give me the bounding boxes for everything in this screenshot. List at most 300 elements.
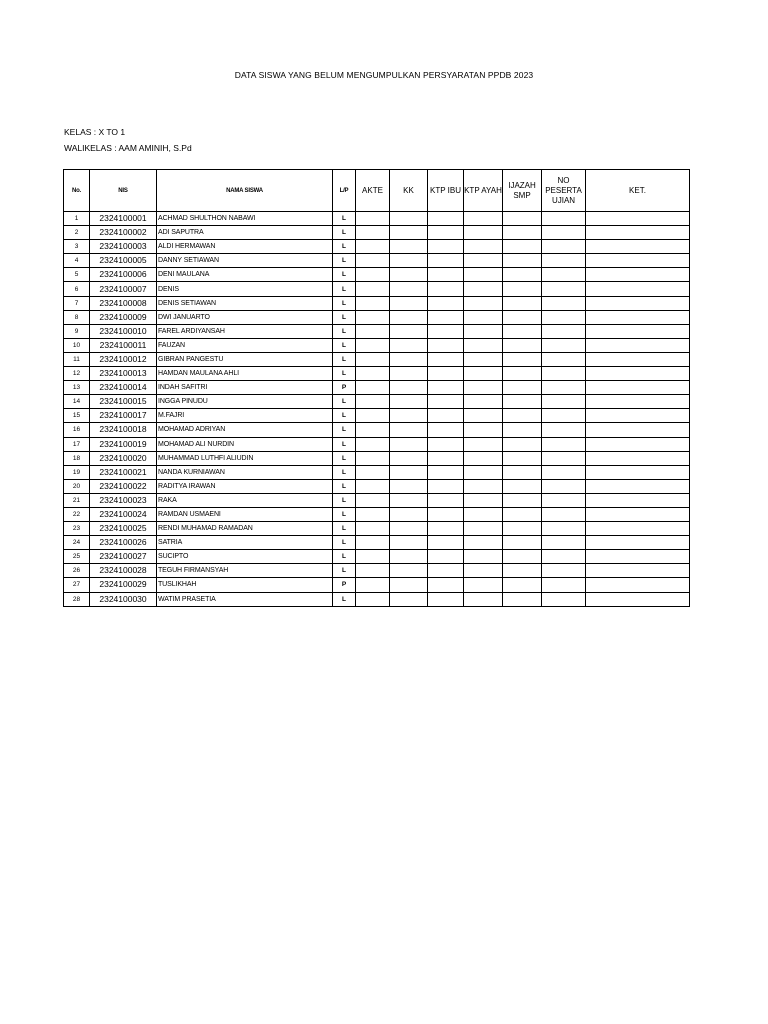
row-lp: L bbox=[333, 409, 356, 423]
header-ktp-ibu: KTP IBU bbox=[428, 170, 464, 212]
row-ktp-ibu bbox=[428, 240, 464, 254]
header-akte: AKTE bbox=[356, 170, 390, 212]
row-ijazah-smp bbox=[503, 268, 542, 282]
row-ktp-ayah bbox=[464, 522, 503, 536]
table-row bbox=[64, 578, 690, 592]
row-ijazah-smp bbox=[503, 493, 542, 507]
row-kk bbox=[390, 550, 428, 564]
row-kk bbox=[390, 395, 428, 409]
row-no: 14 bbox=[64, 395, 90, 409]
row-kk bbox=[390, 212, 428, 226]
row-kk bbox=[390, 409, 428, 423]
row-akte bbox=[356, 493, 390, 507]
row-akte bbox=[356, 507, 390, 521]
row-lp: L bbox=[333, 536, 356, 550]
row-nis: 2324100010 bbox=[90, 324, 157, 338]
row-ket bbox=[586, 465, 690, 479]
row-ijazah-smp bbox=[503, 338, 542, 352]
row-ktp-ibu bbox=[428, 451, 464, 465]
row-no: 22 bbox=[64, 507, 90, 521]
row-ijazah-smp bbox=[503, 451, 542, 465]
class-label: KELAS : X TO 1 bbox=[64, 127, 126, 137]
row-nis: 2324100024 bbox=[90, 507, 157, 521]
row-ijazah-smp bbox=[503, 282, 542, 296]
row-akte bbox=[356, 282, 390, 296]
row-ket bbox=[586, 212, 690, 226]
row-nama-siswa: HAMDAN MAULANA AHLI bbox=[157, 367, 333, 381]
row-ktp-ibu bbox=[428, 212, 464, 226]
table-row bbox=[64, 212, 690, 226]
row-kk bbox=[390, 296, 428, 310]
row-no: 1 bbox=[64, 212, 90, 226]
row-ktp-ayah bbox=[464, 240, 503, 254]
row-nis: 2324100014 bbox=[90, 381, 157, 395]
row-ktp-ayah bbox=[464, 212, 503, 226]
row-ktp-ayah bbox=[464, 423, 503, 437]
row-ijazah-smp bbox=[503, 240, 542, 254]
row-ket bbox=[586, 296, 690, 310]
row-nama-siswa: SATRIA bbox=[157, 536, 333, 550]
row-no: 17 bbox=[64, 437, 90, 451]
row-nama-siswa: GIBRAN PANGESTU bbox=[157, 352, 333, 366]
row-kk bbox=[390, 254, 428, 268]
row-nama-siswa: ACHMAD SHULTHON NABAWI bbox=[157, 212, 333, 226]
row-ktp-ayah bbox=[464, 282, 503, 296]
row-ktp-ibu bbox=[428, 367, 464, 381]
row-nis: 2324100017 bbox=[90, 409, 157, 423]
row-nis: 2324100003 bbox=[90, 240, 157, 254]
table-header-row bbox=[64, 170, 690, 212]
table-row bbox=[64, 310, 690, 324]
row-lp: L bbox=[333, 254, 356, 268]
row-no: 28 bbox=[64, 592, 90, 606]
row-nama-siswa: ADI SAPUTRA bbox=[157, 226, 333, 240]
table-row bbox=[64, 282, 690, 296]
row-nama-siswa: RAMDAN USMAENI bbox=[157, 507, 333, 521]
row-no-peserta-ujian bbox=[542, 479, 586, 493]
row-kk bbox=[390, 564, 428, 578]
row-nis: 2324100021 bbox=[90, 465, 157, 479]
row-lp: L bbox=[333, 479, 356, 493]
header-no-peserta-ujian: NO PESERTA UJIAN bbox=[542, 170, 586, 212]
row-akte bbox=[356, 564, 390, 578]
row-ket bbox=[586, 493, 690, 507]
header-nama-siswa: NAMA SISWA bbox=[157, 170, 333, 212]
row-lp: L bbox=[333, 437, 356, 451]
row-ktp-ibu bbox=[428, 550, 464, 564]
row-ktp-ayah bbox=[464, 395, 503, 409]
row-nis: 2324100011 bbox=[90, 338, 157, 352]
row-no: 23 bbox=[64, 522, 90, 536]
row-ket bbox=[586, 324, 690, 338]
row-kk bbox=[390, 282, 428, 296]
row-ijazah-smp bbox=[503, 310, 542, 324]
row-ijazah-smp bbox=[503, 367, 542, 381]
row-ktp-ayah bbox=[464, 409, 503, 423]
table-row bbox=[64, 296, 690, 310]
row-kk bbox=[390, 465, 428, 479]
row-lp: L bbox=[333, 240, 356, 254]
row-lp: L bbox=[333, 592, 356, 606]
row-no-peserta-ujian bbox=[542, 564, 586, 578]
row-akte bbox=[356, 254, 390, 268]
row-nis: 2324100015 bbox=[90, 395, 157, 409]
row-akte bbox=[356, 268, 390, 282]
row-nama-siswa: DENI MAULANA bbox=[157, 268, 333, 282]
row-no: 20 bbox=[64, 479, 90, 493]
row-ktp-ibu bbox=[428, 437, 464, 451]
row-kk bbox=[390, 479, 428, 493]
row-no: 5 bbox=[64, 268, 90, 282]
row-kk bbox=[390, 578, 428, 592]
row-nama-siswa: SUCIPTO bbox=[157, 550, 333, 564]
table-row bbox=[64, 437, 690, 451]
row-no-peserta-ujian bbox=[542, 536, 586, 550]
table-row bbox=[64, 324, 690, 338]
row-no: 19 bbox=[64, 465, 90, 479]
row-ktp-ayah bbox=[464, 352, 503, 366]
row-ktp-ibu bbox=[428, 479, 464, 493]
row-ktp-ayah bbox=[464, 338, 503, 352]
row-akte bbox=[356, 296, 390, 310]
table-row bbox=[64, 507, 690, 521]
table-body bbox=[64, 212, 690, 607]
table-row bbox=[64, 550, 690, 564]
row-ktp-ibu bbox=[428, 338, 464, 352]
row-nama-siswa: DENIS SETIAWAN bbox=[157, 296, 333, 310]
row-lp: L bbox=[333, 423, 356, 437]
row-akte bbox=[356, 324, 390, 338]
row-ktp-ayah bbox=[464, 479, 503, 493]
row-kk bbox=[390, 536, 428, 550]
table-row bbox=[64, 564, 690, 578]
row-no-peserta-ujian bbox=[542, 409, 586, 423]
row-ktp-ibu bbox=[428, 226, 464, 240]
row-nis: 2324100001 bbox=[90, 212, 157, 226]
header-ktp-ayah: KTP AYAH bbox=[464, 170, 503, 212]
row-ket bbox=[586, 352, 690, 366]
table-row bbox=[64, 536, 690, 550]
row-no: 26 bbox=[64, 564, 90, 578]
row-ktp-ayah bbox=[464, 367, 503, 381]
row-ktp-ibu bbox=[428, 564, 464, 578]
row-ijazah-smp bbox=[503, 324, 542, 338]
row-nama-siswa: TUSLIKHAH bbox=[157, 578, 333, 592]
row-ktp-ayah bbox=[464, 592, 503, 606]
row-nis: 2324100030 bbox=[90, 592, 157, 606]
table-row bbox=[64, 395, 690, 409]
row-ktp-ibu bbox=[428, 254, 464, 268]
row-lp: L bbox=[333, 522, 356, 536]
row-nis: 2324100023 bbox=[90, 493, 157, 507]
row-ijazah-smp bbox=[503, 254, 542, 268]
row-kk bbox=[390, 437, 428, 451]
row-kk bbox=[390, 592, 428, 606]
row-akte bbox=[356, 395, 390, 409]
row-ktp-ibu bbox=[428, 310, 464, 324]
row-no: 4 bbox=[64, 254, 90, 268]
row-ijazah-smp bbox=[503, 381, 542, 395]
row-ket bbox=[586, 226, 690, 240]
row-no-peserta-ujian bbox=[542, 240, 586, 254]
row-nama-siswa: TEGUH FIRMANSYAH bbox=[157, 564, 333, 578]
row-nama-siswa: RADITYA IRAWAN bbox=[157, 479, 333, 493]
table-row bbox=[64, 367, 690, 381]
row-nis: 2324100020 bbox=[90, 451, 157, 465]
row-ktp-ayah bbox=[464, 381, 503, 395]
table-row bbox=[64, 409, 690, 423]
row-akte bbox=[356, 437, 390, 451]
row-ktp-ayah bbox=[464, 226, 503, 240]
row-ket bbox=[586, 240, 690, 254]
row-kk bbox=[390, 310, 428, 324]
row-nis: 2324100019 bbox=[90, 437, 157, 451]
row-lp: L bbox=[333, 367, 356, 381]
row-lp: L bbox=[333, 226, 356, 240]
row-ijazah-smp bbox=[503, 507, 542, 521]
row-akte bbox=[356, 409, 390, 423]
row-nis: 2324100006 bbox=[90, 268, 157, 282]
row-no-peserta-ujian bbox=[542, 381, 586, 395]
row-nama-siswa: FAREL ARDIYANSAH bbox=[157, 324, 333, 338]
row-ktp-ayah bbox=[464, 536, 503, 550]
header-lp: L/P bbox=[333, 170, 356, 212]
row-nama-siswa: NANDA KURNIAWAN bbox=[157, 465, 333, 479]
row-lp: L bbox=[333, 310, 356, 324]
row-no: 7 bbox=[64, 296, 90, 310]
row-nis: 2324100029 bbox=[90, 578, 157, 592]
row-ktp-ayah bbox=[464, 268, 503, 282]
row-no-peserta-ujian bbox=[542, 296, 586, 310]
row-ktp-ibu bbox=[428, 592, 464, 606]
row-nama-siswa: M.FAJRI bbox=[157, 409, 333, 423]
row-ijazah-smp bbox=[503, 465, 542, 479]
row-akte bbox=[356, 479, 390, 493]
row-ket bbox=[586, 310, 690, 324]
row-nis: 2324100002 bbox=[90, 226, 157, 240]
row-no-peserta-ujian bbox=[542, 578, 586, 592]
row-no-peserta-ujian bbox=[542, 550, 586, 564]
row-lp: L bbox=[333, 324, 356, 338]
row-ktp-ibu bbox=[428, 381, 464, 395]
table-row bbox=[64, 479, 690, 493]
row-kk bbox=[390, 367, 428, 381]
row-no-peserta-ujian bbox=[542, 310, 586, 324]
row-ijazah-smp bbox=[503, 536, 542, 550]
row-ktp-ibu bbox=[428, 493, 464, 507]
row-akte bbox=[356, 578, 390, 592]
row-ket bbox=[586, 367, 690, 381]
row-nama-siswa: FAUZAN bbox=[157, 338, 333, 352]
row-ktp-ibu bbox=[428, 465, 464, 479]
row-no-peserta-ujian bbox=[542, 493, 586, 507]
table-row bbox=[64, 352, 690, 366]
row-no-peserta-ujian bbox=[542, 592, 586, 606]
row-lp: P bbox=[333, 381, 356, 395]
table-row bbox=[64, 465, 690, 479]
table-row bbox=[64, 254, 690, 268]
row-kk bbox=[390, 240, 428, 254]
row-ktp-ayah bbox=[464, 451, 503, 465]
row-no-peserta-ujian bbox=[542, 282, 586, 296]
row-ktp-ayah bbox=[464, 465, 503, 479]
row-nama-siswa: DANNY SETIAWAN bbox=[157, 254, 333, 268]
student-requirements-table bbox=[63, 169, 690, 607]
table-row bbox=[64, 592, 690, 606]
row-nis: 2324100012 bbox=[90, 352, 157, 366]
header-no: No. bbox=[64, 170, 90, 212]
row-lp: L bbox=[333, 338, 356, 352]
row-ket bbox=[586, 437, 690, 451]
row-ijazah-smp bbox=[503, 564, 542, 578]
row-kk bbox=[390, 268, 428, 282]
row-no: 2 bbox=[64, 226, 90, 240]
row-nama-siswa: MOHAMAD ADRIYAN bbox=[157, 423, 333, 437]
table-row bbox=[64, 381, 690, 395]
row-ijazah-smp bbox=[503, 522, 542, 536]
row-no-peserta-ujian bbox=[542, 395, 586, 409]
row-kk bbox=[390, 226, 428, 240]
row-nis: 2324100009 bbox=[90, 310, 157, 324]
row-no-peserta-ujian bbox=[542, 367, 586, 381]
row-akte bbox=[356, 381, 390, 395]
table-row bbox=[64, 423, 690, 437]
row-ket bbox=[586, 282, 690, 296]
row-lp: P bbox=[333, 578, 356, 592]
row-nama-siswa: DWI JANUARTO bbox=[157, 310, 333, 324]
row-no: 13 bbox=[64, 381, 90, 395]
row-nis: 2324100005 bbox=[90, 254, 157, 268]
row-nis: 2324100013 bbox=[90, 367, 157, 381]
row-lp: L bbox=[333, 282, 356, 296]
row-ktp-ayah bbox=[464, 550, 503, 564]
row-ktp-ayah bbox=[464, 507, 503, 521]
row-akte bbox=[356, 550, 390, 564]
row-akte bbox=[356, 423, 390, 437]
row-no-peserta-ujian bbox=[542, 522, 586, 536]
row-ktp-ibu bbox=[428, 536, 464, 550]
row-nis: 2324100028 bbox=[90, 564, 157, 578]
row-lp: L bbox=[333, 268, 356, 282]
row-ijazah-smp bbox=[503, 423, 542, 437]
row-ktp-ayah bbox=[464, 254, 503, 268]
row-lp: L bbox=[333, 493, 356, 507]
row-ket bbox=[586, 395, 690, 409]
row-ktp-ibu bbox=[428, 522, 464, 536]
row-no-peserta-ujian bbox=[542, 437, 586, 451]
row-ktp-ayah bbox=[464, 578, 503, 592]
row-kk bbox=[390, 338, 428, 352]
row-ijazah-smp bbox=[503, 226, 542, 240]
row-ktp-ayah bbox=[464, 564, 503, 578]
header-ijazah-smp: IJAZAH SMP bbox=[503, 170, 542, 212]
row-ktp-ibu bbox=[428, 395, 464, 409]
row-akte bbox=[356, 592, 390, 606]
row-no: 18 bbox=[64, 451, 90, 465]
row-ket bbox=[586, 254, 690, 268]
row-akte bbox=[356, 310, 390, 324]
row-no-peserta-ujian bbox=[542, 226, 586, 240]
row-ijazah-smp bbox=[503, 550, 542, 564]
row-no-peserta-ujian bbox=[542, 212, 586, 226]
row-no-peserta-ujian bbox=[542, 465, 586, 479]
row-ket bbox=[586, 409, 690, 423]
row-no: 11 bbox=[64, 352, 90, 366]
row-no-peserta-ujian bbox=[542, 338, 586, 352]
row-akte bbox=[356, 465, 390, 479]
table-row bbox=[64, 451, 690, 465]
row-no: 21 bbox=[64, 493, 90, 507]
row-kk bbox=[390, 507, 428, 521]
row-ktp-ibu bbox=[428, 507, 464, 521]
row-ket bbox=[586, 507, 690, 521]
row-ijazah-smp bbox=[503, 212, 542, 226]
row-no: 15 bbox=[64, 409, 90, 423]
row-ktp-ibu bbox=[428, 282, 464, 296]
row-akte bbox=[356, 352, 390, 366]
table-row bbox=[64, 240, 690, 254]
row-lp: L bbox=[333, 550, 356, 564]
row-ket bbox=[586, 381, 690, 395]
row-ktp-ibu bbox=[428, 324, 464, 338]
row-akte bbox=[356, 522, 390, 536]
row-kk bbox=[390, 522, 428, 536]
row-ktp-ibu bbox=[428, 352, 464, 366]
row-no: 16 bbox=[64, 423, 90, 437]
row-ijazah-smp bbox=[503, 395, 542, 409]
row-kk bbox=[390, 381, 428, 395]
row-lp: L bbox=[333, 395, 356, 409]
table-row bbox=[64, 522, 690, 536]
row-no-peserta-ujian bbox=[542, 352, 586, 366]
row-ktp-ayah bbox=[464, 324, 503, 338]
row-no: 25 bbox=[64, 550, 90, 564]
row-no-peserta-ujian bbox=[542, 268, 586, 282]
row-lp: L bbox=[333, 465, 356, 479]
table-row bbox=[64, 493, 690, 507]
row-nis: 2324100018 bbox=[90, 423, 157, 437]
row-lp: L bbox=[333, 352, 356, 366]
row-no-peserta-ujian bbox=[542, 254, 586, 268]
row-nama-siswa: ALDI HERMAWAN bbox=[157, 240, 333, 254]
row-no: 6 bbox=[64, 282, 90, 296]
row-nis: 2324100008 bbox=[90, 296, 157, 310]
row-ket bbox=[586, 338, 690, 352]
row-lp: L bbox=[333, 451, 356, 465]
header-nis: NIS bbox=[90, 170, 157, 212]
row-no: 10 bbox=[64, 338, 90, 352]
row-no: 8 bbox=[64, 310, 90, 324]
row-ktp-ayah bbox=[464, 296, 503, 310]
row-ijazah-smp bbox=[503, 409, 542, 423]
row-ijazah-smp bbox=[503, 578, 542, 592]
row-ijazah-smp bbox=[503, 296, 542, 310]
row-nama-siswa: RENDI MUHAMAD RAMADAN bbox=[157, 522, 333, 536]
row-nama-siswa: MUHAMMAD LUTHFI ALIUDIN bbox=[157, 451, 333, 465]
row-kk bbox=[390, 423, 428, 437]
row-nama-siswa: MOHAMAD ALI NURDIN bbox=[157, 437, 333, 451]
row-nis: 2324100025 bbox=[90, 522, 157, 536]
row-ktp-ibu bbox=[428, 423, 464, 437]
row-nis: 2324100022 bbox=[90, 479, 157, 493]
row-akte bbox=[356, 536, 390, 550]
row-ket bbox=[586, 423, 690, 437]
row-ijazah-smp bbox=[503, 352, 542, 366]
row-akte bbox=[356, 338, 390, 352]
row-akte bbox=[356, 226, 390, 240]
homeroom-teacher-label: WALIKELAS : AAM AMINIH, S.Pd bbox=[64, 143, 192, 153]
table-row bbox=[64, 268, 690, 282]
